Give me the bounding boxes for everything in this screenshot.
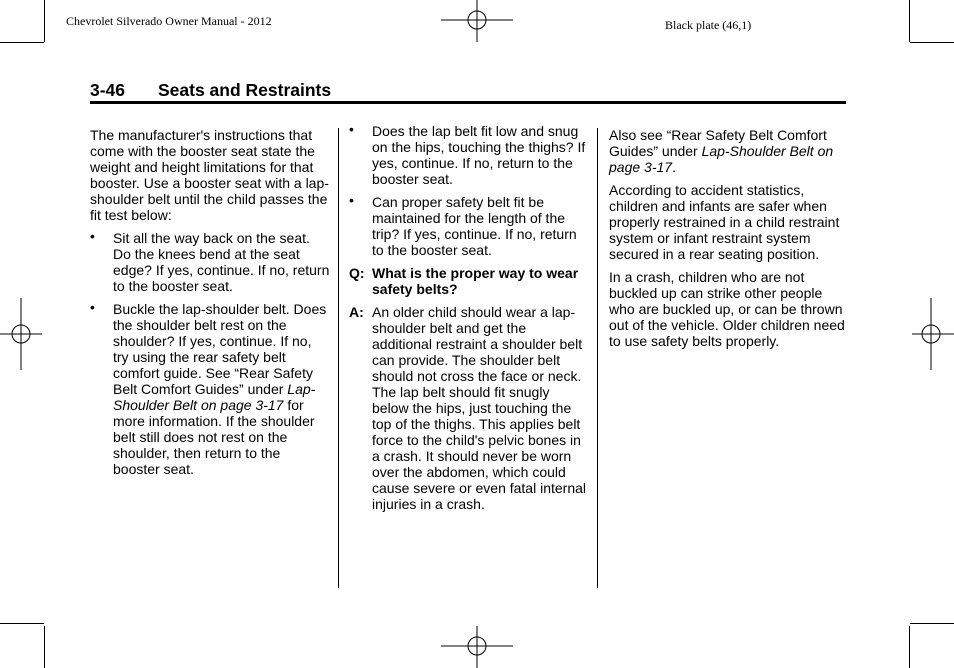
column-divider (597, 128, 598, 588)
heading-rule (90, 101, 846, 104)
list-item-text: Buckle the lap-shoulder belt. Does the shoulder belt rest on the shoulder? If yes, continue. If no, try using the rear safety belt comfort guide. See “Rear Safety Belt Comfort Guides” under (113, 301, 327, 397)
section-heading (90, 80, 331, 101)
registration-target-top (441, 0, 513, 42)
bullet-icon: • (349, 192, 354, 208)
page-number: 3-46 (90, 80, 126, 100)
list-item-text: for more information. If the shoulder belt still does not rest on the shoulder, then return to the booster seat. (113, 397, 315, 477)
list-item-text: Does the lap belt fit low and snug on the hips, touching the thighs? If yes, continue. If no, return to the booster seat. (372, 123, 586, 187)
see-also-text: . (672, 159, 676, 175)
answer-text: An older child should wear a lap-shoulder belt and get the additional restraint a shoulder belt can provide. The shoulder belt should not cross the face or neck. The lap belt should fit snugly below the hips, just touching the top of the thighs. This applies belt force to the child's pelvic bones in a crash. It should never be worn over the abdomen, which could cause severe or even fatal internal injuries in a crash. (372, 304, 587, 512)
section-title: Seats and Restraints (158, 80, 332, 100)
answer-block (349, 304, 589, 512)
statistics-paragraph: According to accident statistics, children and infants are safer when properly restrained in a child restraint system or infant restraint system secured in a rear seating position. (609, 182, 840, 262)
list-item-text: Can proper safety belt fit be maintained for the length of the trip? If yes, continue. If no, return to the booster seat. (372, 194, 577, 258)
list-item (349, 123, 589, 187)
question-block (349, 265, 589, 297)
list-item-text: Sit all the way back on the seat. Do the knees bend at the seat edge? If yes, continue. If no, return to the booster seat. (113, 230, 330, 294)
registration-target-right (912, 298, 954, 370)
question-label: Q: (349, 265, 365, 281)
column-divider (338, 128, 339, 588)
bullet-icon: • (90, 299, 95, 315)
registration-target-bottom (441, 626, 513, 668)
list-item (349, 194, 589, 258)
cross-reference-link[interactable]: Lap-Shoulder Belt on page 3-17 (609, 143, 834, 175)
manual-title: Chevrolet Silverado Owner Manual - 2012 (66, 14, 272, 28)
list-item (90, 230, 330, 294)
question-text: What is the proper way to wear safety belts? (372, 265, 579, 297)
answer-label: A: (349, 304, 364, 320)
bullet-icon: • (90, 228, 95, 244)
see-also-paragraph (609, 127, 849, 175)
registration-target-left (0, 298, 42, 370)
cross-reference-link[interactable]: Lap-Shoulder Belt on page 3-17 (113, 381, 316, 413)
column-2 (349, 123, 589, 512)
list-item (90, 301, 330, 477)
plate-label: Black plate (46,1) (665, 18, 752, 32)
see-also-text: Also see “Rear Safety Belt Comfort Guides” under (609, 127, 827, 159)
intro-paragraph: The manufacturer's instructions that come with the booster seat state the weight and height limitations for that booster. Use a booster seat with a lap-shoulder belt until the child passes the fit test below: (90, 127, 329, 223)
column-1 (90, 127, 330, 477)
column-3 (609, 127, 849, 349)
bullet-icon: • (349, 121, 354, 137)
crash-paragraph: In a crash, children who are not buckled up can strike other people who are buckled up, or can be thrown out of the vehicle. Older children need to use safety belts properly. (609, 269, 845, 349)
